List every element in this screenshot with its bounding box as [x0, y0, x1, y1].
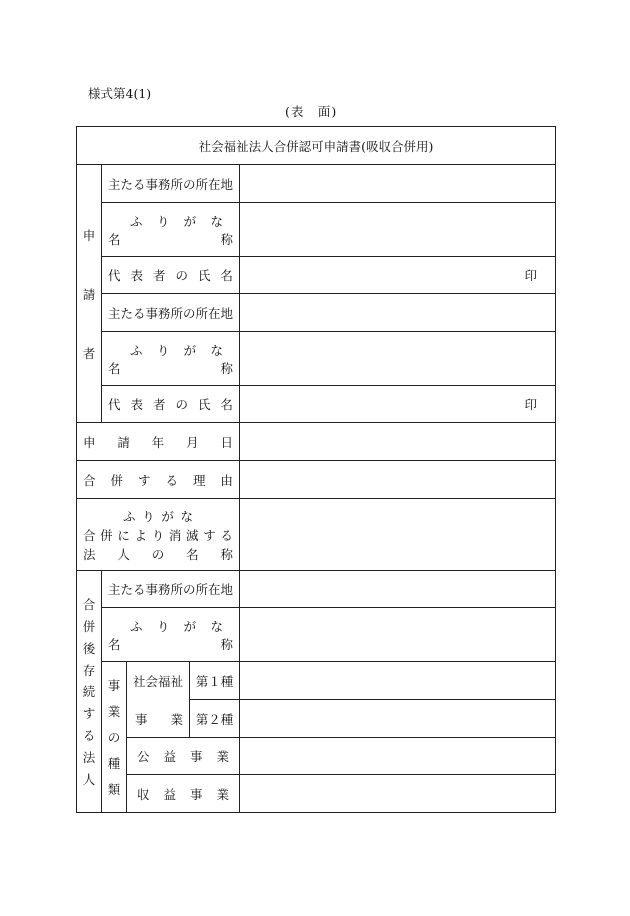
public-interest-field[interactable]: [240, 738, 555, 774]
applicant-representative-label: 代 表 者 の 氏 名: [108, 268, 233, 283]
side-label: (表 面): [285, 104, 338, 119]
applicant-representative-field-2[interactable]: [240, 386, 555, 422]
applicant-name-label: ふ り が な 名 称: [108, 213, 233, 247]
profit-business-field[interactable]: [240, 775, 555, 812]
surviving-name-label: ふ り が な 名 称: [108, 618, 233, 652]
dissolved-corp-name-field[interactable]: [240, 499, 555, 570]
profit-business-label: 収 益 事 業: [137, 786, 229, 802]
social-welfare-business-label: 事 業: [135, 711, 183, 727]
type1-field[interactable]: [240, 662, 555, 699]
type2-label: 第２種: [195, 711, 234, 727]
type1-label: 第１種: [195, 673, 234, 689]
applicant-representative-field[interactable]: [240, 257, 555, 293]
surviving-corp-group-label: 合 併 後 存 続 す る 法 人: [82, 596, 96, 787]
applicant-name-field[interactable]: [240, 203, 555, 256]
applicant-name-label-2: ふ り が な 名 称: [108, 342, 233, 376]
dissolved-corp-name-label: ふ り が な 合 併 に よ り 消 滅 す る 法 人 の 名 称: [83, 508, 233, 562]
applicant-office-location-field[interactable]: [240, 165, 555, 202]
applicant-name-field-2[interactable]: [240, 332, 555, 385]
surviving-name-field[interactable]: [240, 608, 555, 661]
applicant-office-location-label: 主たる事務所の所在地: [108, 176, 234, 192]
application-date-field[interactable]: [240, 423, 555, 460]
merger-reason-label: 合 併 す る 理 由: [83, 472, 233, 488]
merger-reason-field[interactable]: [240, 461, 555, 498]
seal-mark: 印: [524, 268, 537, 283]
seal-mark-2: 印: [524, 397, 537, 412]
surviving-office-location-label: 主たる事務所の所在地: [108, 582, 234, 597]
business-types-label: 事 業 の 種 類: [107, 678, 121, 797]
public-interest-label: 公 益 事 業: [137, 749, 229, 764]
social-welfare-label: 社会福祉: [133, 673, 184, 689]
surviving-office-location-field[interactable]: [240, 571, 555, 607]
applicant-office-location-field-2[interactable]: [240, 294, 555, 331]
type2-field[interactable]: [240, 700, 555, 737]
form-number: 様式第4(1): [88, 86, 152, 101]
form-title: 社会福祉法人合併認可申請書(吸収合併用): [198, 138, 434, 154]
applicant-representative-label-2: 代 表 者 の 氏 名: [108, 397, 233, 412]
applicant-office-location-label-2: 主たる事務所の所在地: [108, 305, 234, 321]
applicant-group-label: 申 請 者: [82, 227, 96, 361]
application-date-label: 申 請 年 月 日: [83, 434, 233, 450]
